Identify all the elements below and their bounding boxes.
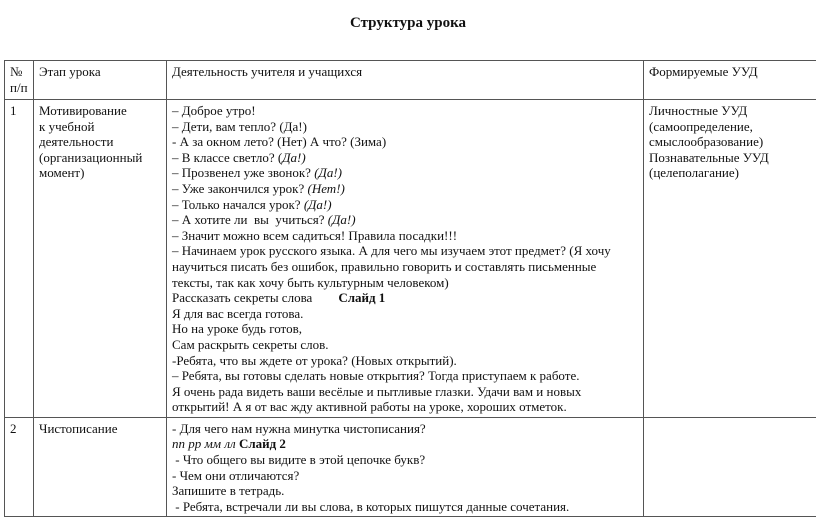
activity-line [172,399,638,415]
stage-line: к учебной [39,119,161,135]
activity-line [172,468,638,484]
stage-line: (организационный [39,150,161,166]
slide-label: Слайд 2 [239,436,286,451]
row-number: 1 [5,100,34,418]
text-segment: – Прозвенел уже звонок? [172,165,314,180]
text-segment: – А хотите ли вы учиться? [172,212,328,227]
text-segment: -Ребята, что вы ждете от урока? (Новых открытий). [172,353,457,368]
uud-line: Личностные УУД [649,103,816,119]
header-uud: Формируемые УУД [644,61,816,100]
header-num [5,61,34,100]
activity-line [172,436,638,452]
text-segment: – Значит можно всем садиться! Правила посадки!!! [172,228,457,243]
activity-line [172,483,638,499]
activity-line [172,321,638,337]
page-title: Структура урока [0,15,816,32]
activity-line [172,259,638,275]
lesson-structure-table [4,60,816,517]
stage-line: Чистописание [39,421,161,437]
row-number: 2 [5,417,34,517]
text-segment: – Доброе утро! [172,103,256,118]
lesson-stage [34,417,167,517]
text-segment: – Уже закончился урок? [172,181,307,196]
activity-line [172,228,638,244]
stage-line: деятельности [39,134,161,150]
activity-line [172,368,638,384]
header-activity: Деятельность учителя и учащихся [167,61,644,100]
text-segment: Запишите в тетрадь. [172,483,284,498]
activity-line [172,119,638,135]
uud-cell [644,417,816,517]
text-segment: научиться писать без ошибок, правильно говорить и составлять письменные [172,259,596,274]
text-segment: Сам раскрыть секреты слов. [172,337,328,352]
header-num-line: № [10,64,28,80]
header-stage: Этап урока [34,61,167,100]
activity-line [172,275,638,291]
activity-line [172,337,638,353]
activity-line [172,499,638,515]
text-segment: - Для чего нам нужна минутка чистописания? [172,421,426,436]
italic-answer: (Да!) [328,212,356,227]
text-segment: – Ребята, вы готовы сделать новые открытия? Тогда приступаем к работе. [172,368,579,383]
text-segment: тексты, так как хочу быть культурным человеком) [172,275,449,290]
activity-line [172,384,638,400]
activity-line [172,421,638,437]
italic-answer: пп рр мм лл [172,436,239,451]
stage-line: момент) [39,165,161,181]
lesson-stage [34,100,167,418]
text-segment: Я очень рада видеть ваши весёлые и пытливые глазки. Удачи вам и новых [172,384,581,399]
slide-label: Слайд 1 [338,290,385,305]
stage-line: Мотивирование [39,103,161,119]
text-segment: - Чем они отличаются? [172,468,299,483]
table-row [5,100,816,418]
header-num-line: п/п [10,80,28,96]
text-segment: открытий! А я от вас жду активной работы на уроке, хороших отметок. [172,399,567,414]
text-segment: Но на уроке будь готов, [172,321,302,336]
uud-line: (самоопределение, [649,119,816,135]
text-segment: - А за окном лето? (Нет) А что? (Зима) [172,134,386,149]
activity-line [172,212,638,228]
text-segment: Рассказать секреты слова [172,290,338,305]
activity-line [172,150,638,166]
italic-answer: (Нет!) [307,181,344,196]
activity-line [172,243,638,259]
text-segment: Я для вас всегда готова. [172,306,303,321]
text-segment: – Дети, вам тепло? (Да!) [172,119,307,134]
italic-answer: Да!) [282,150,305,165]
uud-line: (целеполагание) [649,165,816,181]
activity-cell [167,417,644,517]
italic-answer: (Да!) [314,165,342,180]
activity-line [172,165,638,181]
uud-cell [644,100,816,418]
uud-line: смыслообразование) [649,134,816,150]
activity-line [172,290,638,306]
activity-line [172,181,638,197]
text-segment: – Начинаем урок русского языка. А для чего мы изучаем этот предмет? (Я хочу [172,243,611,258]
uud-line: Познавательные УУД [649,150,816,166]
text-segment: - Ребята, встречали ли вы слова, в которых пишутся данные сочетания. [172,499,569,514]
activity-line [172,134,638,150]
table-header-row [5,61,816,100]
activity-cell [167,100,644,418]
activity-line [172,197,638,213]
activity-line [172,306,638,322]
activity-line [172,103,638,119]
italic-answer: (Да!) [304,197,332,212]
text-segment: – Только начался урок? [172,197,304,212]
activity-line [172,452,638,468]
activity-line [172,353,638,369]
table-row [5,417,816,517]
text-segment: - Что общего вы видите в этой цепочке букв? [172,452,425,467]
text-segment: – В классе светло? ( [172,150,282,165]
